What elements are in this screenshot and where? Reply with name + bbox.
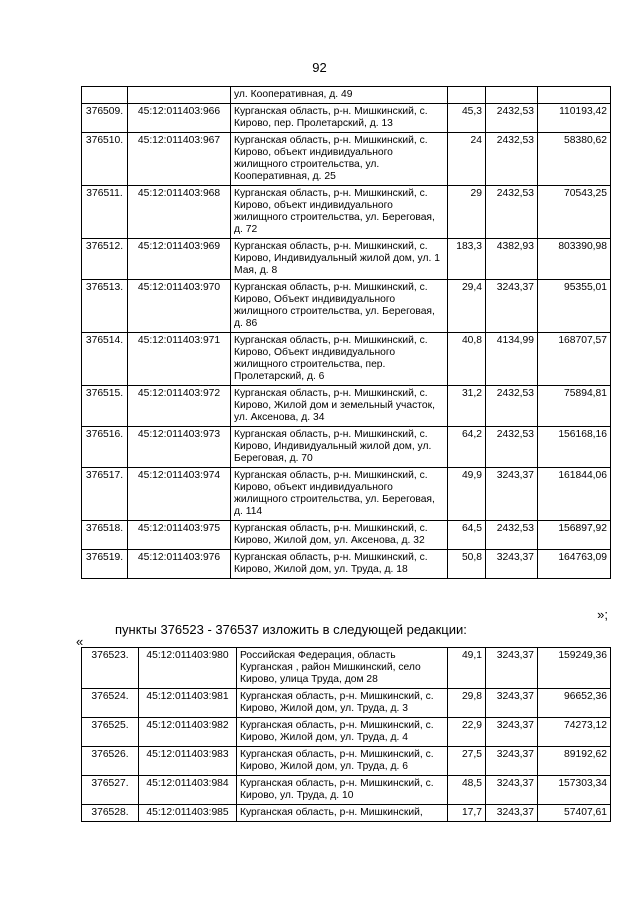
cadastral-value-cell: 161844,06 bbox=[538, 468, 611, 521]
cadastral-number-cell: 45:12:011403:984 bbox=[139, 776, 237, 805]
address-cell: Курганская область, р-н. Мишкинский, с. Кирово, ул. Труда, д. 10 bbox=[237, 776, 448, 805]
row-id-cell: 376525. bbox=[82, 718, 139, 747]
cadastral-value-cell bbox=[538, 87, 611, 104]
address-cell: Курганская область, р-н. Мишкинский, с. Кирово, Индивидуальный жилой дом, ул. Береговая, д. 70 bbox=[231, 427, 448, 468]
rate-cell: 3243,37 bbox=[486, 689, 538, 718]
area-cell: 64,5 bbox=[448, 521, 486, 550]
row-id-cell: 376513. bbox=[82, 280, 128, 333]
cadastral-number-cell: 45:12:011403:966 bbox=[128, 104, 231, 133]
area-cell: 45,3 bbox=[448, 104, 486, 133]
cadastral-value-cell: 159249,36 bbox=[538, 648, 611, 689]
row-id-cell: 376510. bbox=[82, 133, 128, 186]
cadastral-number-cell: 45:12:011403:968 bbox=[128, 186, 231, 239]
row-id-cell: 376515. bbox=[82, 386, 128, 427]
address-cell: Курганская область, р-н. Мишкинский, с. Кирово, Объект индивидуального жилищного строительства, ул. Береговая, д. 86 bbox=[231, 280, 448, 333]
rate-cell: 2432,53 bbox=[486, 104, 538, 133]
area-cell: 31,2 bbox=[448, 386, 486, 427]
area-cell: 29,4 bbox=[448, 280, 486, 333]
address-cell: Курганская область, р-н. Мишкинский, с. Кирово, Жилой дом, ул. Труда, д. 3 bbox=[237, 689, 448, 718]
address-cell: Курганская область, р-н. Мишкинский, bbox=[237, 805, 448, 822]
address-cell: Курганская область, р-н. Мишкинский, с. Кирово, объект индивидуального жилищного строительства, ул. Кооперативная, д. 25 bbox=[231, 133, 448, 186]
address-cell: Курганская область, р-н. Мишкинский, с. Кирово, Жилой дом, ул. Труда, д. 4 bbox=[237, 718, 448, 747]
cadastral-number-cell: 45:12:011403:973 bbox=[128, 427, 231, 468]
cadastral-value-cell: 156897,92 bbox=[538, 521, 611, 550]
rate-cell: 2432,53 bbox=[486, 427, 538, 468]
table-row bbox=[82, 550, 611, 579]
cadastral-value-cell: 95355,01 bbox=[538, 280, 611, 333]
row-id-cell: 376528. bbox=[82, 805, 139, 822]
property-table-1 bbox=[81, 86, 611, 579]
row-id-cell: 376519. bbox=[82, 550, 128, 579]
area-cell: 29,8 bbox=[448, 689, 486, 718]
cadastral-value-cell: 110193,42 bbox=[538, 104, 611, 133]
cadastral-value-cell: 58380,62 bbox=[538, 133, 611, 186]
address-cell: Курганская область, р-н. Мишкинский, с. Кирово, Жилой дом и земельный участок, ул. Аксенова, д. 34 bbox=[231, 386, 448, 427]
cadastral-number-cell bbox=[128, 87, 231, 104]
cadastral-number-cell: 45:12:011403:985 bbox=[139, 805, 237, 822]
table-row bbox=[82, 104, 611, 133]
area-cell: 17,7 bbox=[448, 805, 486, 822]
cadastral-number-cell: 45:12:011403:970 bbox=[128, 280, 231, 333]
table-row bbox=[82, 747, 611, 776]
area-cell: 49,9 bbox=[448, 468, 486, 521]
area-cell: 49,1 bbox=[448, 648, 486, 689]
cadastral-number-cell: 45:12:011403:975 bbox=[128, 521, 231, 550]
area-cell: 24 bbox=[448, 133, 486, 186]
rate-cell: 3243,37 bbox=[486, 648, 538, 689]
table-row bbox=[82, 689, 611, 718]
table-row bbox=[82, 427, 611, 468]
rate-cell: 3243,37 bbox=[486, 805, 538, 822]
cadastral-value-cell: 74273,12 bbox=[538, 718, 611, 747]
table-row bbox=[82, 280, 611, 333]
address-cell: Курганская область, р-н. Мишкинский, с. Кирово, пер. Пролетарский, д. 13 bbox=[231, 104, 448, 133]
address-cell: Курганская область, р-н. Мишкинский, с. Кирово, Жилой дом, ул. Труда, д. 6 bbox=[237, 747, 448, 776]
closing-quote: »; bbox=[597, 607, 608, 622]
cadastral-value-cell: 57407,61 bbox=[538, 805, 611, 822]
rate-cell: 3243,37 bbox=[486, 776, 538, 805]
table-row bbox=[82, 805, 611, 822]
table-row bbox=[82, 186, 611, 239]
rate-cell: 3243,37 bbox=[486, 550, 538, 579]
address-cell: Курганская область, р-н. Мишкинский, с. Кирово, объект индивидуального жилищного строительства, ул. Береговая, д. 72 bbox=[231, 186, 448, 239]
cadastral-value-cell: 157303,34 bbox=[538, 776, 611, 805]
address-cell: Курганская область, р-н. Мишкинский, с. Кирово, Жилой дом, ул. Аксенова, д. 32 bbox=[231, 521, 448, 550]
rate-cell: 3243,37 bbox=[486, 718, 538, 747]
cadastral-number-cell: 45:12:011403:972 bbox=[128, 386, 231, 427]
area-cell: 48,5 bbox=[448, 776, 486, 805]
amendment-instruction: пункты 376523 - 376537 изложить в следующей редакции: bbox=[115, 622, 467, 637]
rate-cell: 2432,53 bbox=[486, 521, 538, 550]
table-row bbox=[82, 87, 611, 104]
cadastral-number-cell: 45:12:011403:983 bbox=[139, 747, 237, 776]
property-table-2 bbox=[81, 647, 611, 822]
rate-cell: 2432,53 bbox=[486, 386, 538, 427]
area-cell: 22,9 bbox=[448, 718, 486, 747]
page-number: 92 bbox=[312, 60, 327, 75]
row-id-cell: 376512. bbox=[82, 239, 128, 280]
cadastral-value-cell: 803390,98 bbox=[538, 239, 611, 280]
address-cell: Курганская область, р-н. Мишкинский, с. Кирово, Жилой дом, ул. Труда, д. 18 bbox=[231, 550, 448, 579]
cadastral-number-cell: 45:12:011403:980 bbox=[139, 648, 237, 689]
rate-cell bbox=[486, 87, 538, 104]
area-cell: 64,2 bbox=[448, 427, 486, 468]
area-cell: 27,5 bbox=[448, 747, 486, 776]
address-cell: Российская Федерация, область Курганская , район Мишкинский, село Кирово, улица Труда, дом 28 bbox=[237, 648, 448, 689]
row-id-cell: 376524. bbox=[82, 689, 139, 718]
rate-cell: 4382,93 bbox=[486, 239, 538, 280]
cadastral-value-cell: 70543,25 bbox=[538, 186, 611, 239]
table-row bbox=[82, 333, 611, 386]
rate-cell: 3243,37 bbox=[486, 468, 538, 521]
rate-cell: 4134,99 bbox=[486, 333, 538, 386]
cadastral-value-cell: 164763,09 bbox=[538, 550, 611, 579]
row-id-cell: 376527. bbox=[82, 776, 139, 805]
row-id-cell bbox=[82, 87, 128, 104]
address-cell: Курганская область, р-н. Мишкинский, с. Кирово, Индивидуальный жилой дом, ул. 1 Мая, д. 8 bbox=[231, 239, 448, 280]
table-row bbox=[82, 133, 611, 186]
row-id-cell: 376517. bbox=[82, 468, 128, 521]
cadastral-number-cell: 45:12:011403:974 bbox=[128, 468, 231, 521]
table-row bbox=[82, 468, 611, 521]
table-row bbox=[82, 386, 611, 427]
row-id-cell: 376518. bbox=[82, 521, 128, 550]
table-row bbox=[82, 521, 611, 550]
area-cell: 29 bbox=[448, 186, 486, 239]
area-cell: 183,3 bbox=[448, 239, 486, 280]
cadastral-number-cell: 45:12:011403:982 bbox=[139, 718, 237, 747]
opening-quote: « bbox=[76, 634, 84, 649]
row-id-cell: 376509. bbox=[82, 104, 128, 133]
rate-cell: 3243,37 bbox=[486, 747, 538, 776]
cadastral-value-cell: 168707,57 bbox=[538, 333, 611, 386]
row-id-cell: 376523. bbox=[82, 648, 139, 689]
rate-cell: 2432,53 bbox=[486, 133, 538, 186]
cadastral-value-cell: 89192,62 bbox=[538, 747, 611, 776]
cadastral-number-cell: 45:12:011403:971 bbox=[128, 333, 231, 386]
area-cell: 50,8 bbox=[448, 550, 486, 579]
table-row bbox=[82, 776, 611, 805]
cadastral-number-cell: 45:12:011403:981 bbox=[139, 689, 237, 718]
cadastral-value-cell: 75894,81 bbox=[538, 386, 611, 427]
row-id-cell: 376526. bbox=[82, 747, 139, 776]
rate-cell: 3243,37 bbox=[486, 280, 538, 333]
area-cell: 40,8 bbox=[448, 333, 486, 386]
row-id-cell: 376514. bbox=[82, 333, 128, 386]
address-cell: ул. Кооперативная, д. 49 bbox=[231, 87, 448, 104]
cadastral-number-cell: 45:12:011403:969 bbox=[128, 239, 231, 280]
table-row bbox=[82, 718, 611, 747]
cadastral-number-cell: 45:12:011403:976 bbox=[128, 550, 231, 579]
table-row bbox=[82, 239, 611, 280]
cadastral-number-cell: 45:12:011403:967 bbox=[128, 133, 231, 186]
table-row bbox=[82, 648, 611, 689]
cadastral-value-cell: 96652,36 bbox=[538, 689, 611, 718]
row-id-cell: 376511. bbox=[82, 186, 128, 239]
address-cell: Курганская область, р-н. Мишкинский, с. Кирово, объект индивидуального жилищного строительства, ул. Береговая, д. 114 bbox=[231, 468, 448, 521]
row-id-cell: 376516. bbox=[82, 427, 128, 468]
rate-cell: 2432,53 bbox=[486, 186, 538, 239]
address-cell: Курганская область, р-н. Мишкинский, с. Кирово, Объект индивидуального жилищного строительства, пер. Пролетарский, д. 6 bbox=[231, 333, 448, 386]
cadastral-value-cell: 156168,16 bbox=[538, 427, 611, 468]
area-cell bbox=[448, 87, 486, 104]
